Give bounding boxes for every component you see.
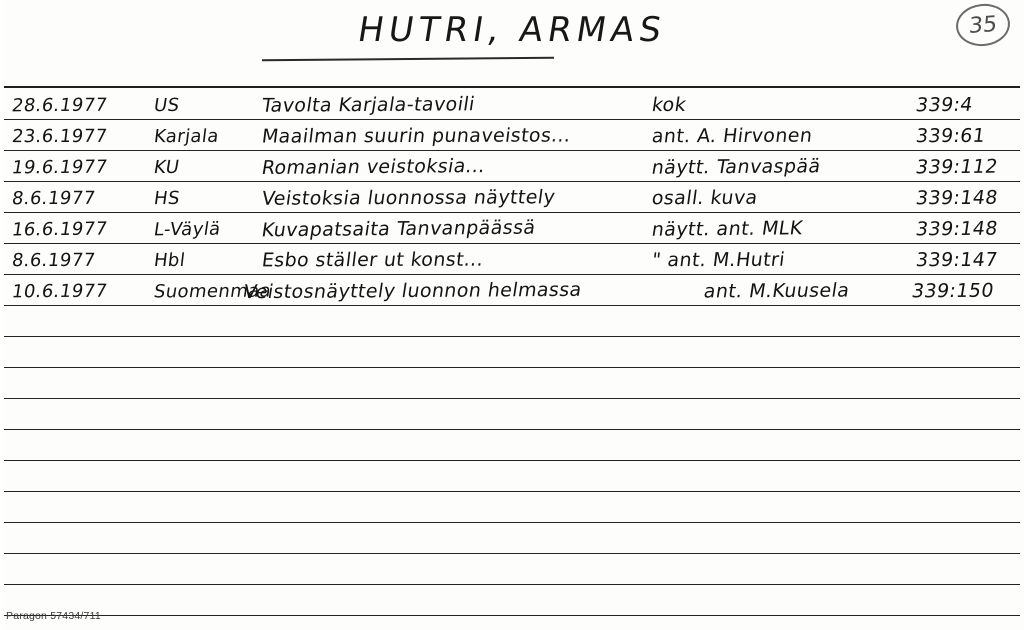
entry-description: Esbo ställer ut konst... [260,248,485,272]
entry-description: Maailman suurin punaveistos... [260,124,573,148]
entry-note: " ant. M.Hutri [650,248,787,272]
table-row [4,212,1020,243]
rule-line [4,615,1020,616]
entry-date: 10.6.1977 [10,280,109,303]
entry-date: 8.6.1977 [10,249,97,272]
rule-line [4,367,1020,368]
entry-source: L-Väylä [152,218,223,241]
rule-line [4,522,1020,523]
rule-line [4,491,1020,492]
entry-source: Karjala [152,125,221,148]
entry-description: Tavolta Karjala-tavoili [260,93,477,117]
entry-date: 23.6.1977 [10,125,109,148]
entry-source: Suomenmaa [152,280,273,303]
rule-line [4,429,1020,430]
entry-description: Veistosnäyttely luonnon helmassa [242,278,584,304]
entry-note: näytt. ant. MLK [650,217,805,241]
title-underline [262,57,554,62]
entry-note: näytt. Tanvaspää [650,155,823,179]
entry-date: 8.6.1977 [10,187,97,210]
card-header [0,0,1024,84]
rule-line [4,336,1020,337]
rule-line [4,305,1020,306]
table-row [4,274,1020,305]
entry-reference: 339:112 [914,155,1000,179]
table-row [4,119,1020,150]
entry-date: 28.6.1977 [10,94,109,117]
page-number-badge [956,4,1010,46]
rule-line [4,584,1020,585]
entry-source: KU [152,156,182,179]
entry-source: US [152,94,182,117]
footer-imprint: Paragon 57434/711 [6,610,101,622]
rule-line [4,460,1020,461]
entry-reference: 339:61 [914,124,987,148]
entry-note: kok [650,93,688,117]
entry-description: Veistoksia luonnossa näyttely [260,186,557,210]
rule-line [4,553,1020,554]
entry-description: Kuvapatsaita Tanvanpäässä [260,216,538,242]
page-number-value: 35 [968,11,998,39]
page-title: HUTRI, ARMAS [355,10,669,50]
entry-description: Romanian veistoksia... [259,155,488,179]
entry-reference: 339:147 [914,248,1000,272]
ruled-sheet [4,86,1020,600]
entry-reference: 339:4 [914,93,975,117]
table-row [4,150,1020,181]
entry-date: 16.6.1977 [10,218,109,241]
entry-source: Hbl [152,249,187,272]
entry-note: ant. M.Kuusela [702,279,852,303]
entry-reference: 339:150 [910,279,996,303]
entry-source: HS [152,187,182,210]
entry-note: osall. kuva [650,186,760,210]
entry-reference: 339:148 [914,217,1000,241]
page-edge [0,0,3,630]
entry-date: 19.6.1977 [10,156,110,179]
rule-line [4,398,1020,399]
table-row [4,88,1020,119]
table-row [4,243,1020,274]
table-row [4,181,1020,212]
entry-note: ant. A. Hirvonen [650,124,814,148]
entry-reference: 339:148 [914,186,1000,210]
